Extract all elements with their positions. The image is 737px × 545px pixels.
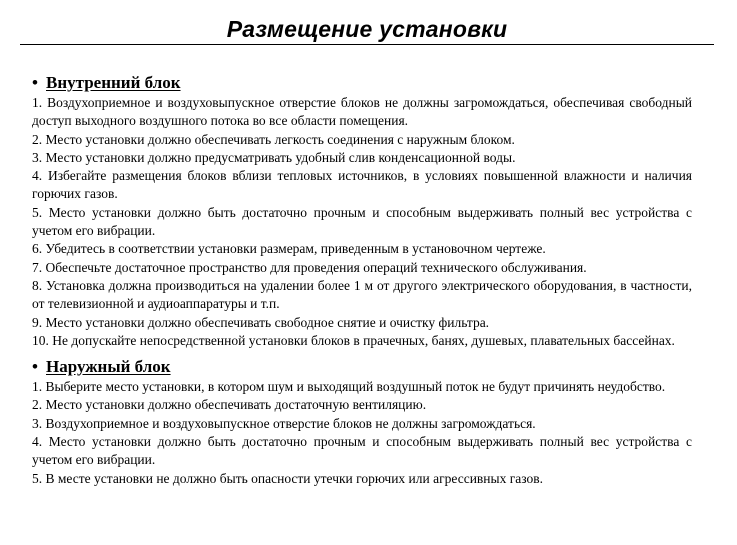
section-heading-text: Внутренний блок — [46, 73, 181, 92]
list-item: 2. Место установки должно обеспечивать достаточную вентиляцию. — [32, 397, 427, 413]
list-item: 3. Место установки должно предусматривать удобный слив конденсационной воды. — [32, 149, 516, 165]
list-item: 4. Избегайте размещения блоков вблизи тепловых источников, в условиях повышенной влажности и наличия горючих газов. — [32, 168, 692, 202]
section-outdoor-unit — [32, 356, 692, 488]
list-item: 4. Место установки должно быть достаточно прочным и способным выдерживать полный вес устройства с учетом его вибрации. — [32, 434, 692, 468]
section-heading — [32, 356, 692, 378]
list-item: 1. Выберите место установки, в котором шум и выходящий воздушный поток не будут причинять неудобство. — [32, 379, 666, 395]
list-item: 5. В месте установки не должно быть опасности утечки горючих или агрессивных газов. — [32, 470, 544, 486]
page-title: Размещение установки — [226, 16, 508, 42]
section-indoor-unit — [32, 72, 692, 350]
title-underline-rule — [20, 44, 714, 45]
list-item: 5. Место установки должно быть достаточно прочным и способным выдерживать полный вес устройства с учетом его вибрации. — [32, 204, 692, 239]
section-heading-text: Наружный блок — [46, 357, 171, 377]
list-item: 2. Место установки должно обеспечивать легкость соединения с наружным блоком. — [32, 131, 515, 147]
list-item: 8. Установка должна производиться на удалении более 1 м от другого электрического оборудования, в частности, от телевизионной и аудиоаппаратуры и т.п. — [32, 277, 692, 312]
list-item: 6. Убедитесь в соответствии установки размерам, приведенным в установочном чертеже. — [32, 241, 546, 257]
section-heading — [32, 72, 692, 94]
list-item: 1. Воздухоприемное и воздуховыпускное отверстие блоков не должны загромождаться, обеспечивая свободный доступ выходного воздушного потока во все области помещения. — [32, 95, 692, 129]
bullet-icon: • — [32, 357, 38, 377]
list-item: 10. Не допускайте непосредственной установки блоков в прачечных, банях, душевых, плавательных бассейнах. — [32, 332, 675, 348]
list-item: 3. Воздухоприемное и воздуховыпускное отверстие блоков не должны загромождаться. — [32, 415, 536, 431]
document-content — [32, 72, 692, 488]
list-item: 9. Место установки должно обеспечивать свободное снятие и очистку фильтра. — [32, 314, 490, 330]
list-item: 7. Обеспечьте достаточное пространство для проведения операций технического обслуживания. — [32, 259, 587, 275]
bullet-icon: • — [32, 73, 38, 92]
